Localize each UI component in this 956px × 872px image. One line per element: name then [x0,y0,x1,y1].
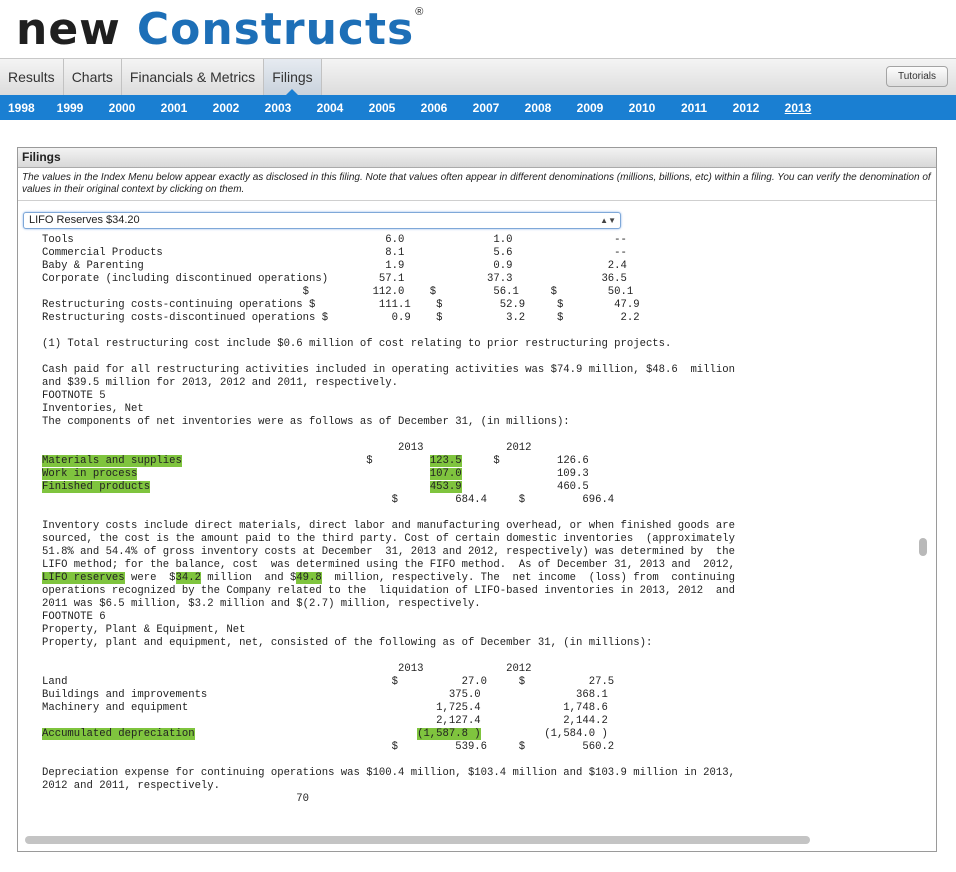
tab-charts[interactable]: Charts [64,59,122,95]
highlighted-value[interactable]: 34.2 [175,572,201,584]
document-line: 51.8% and 54.4% of gross inventory costs at December 31, 2013 and 2012, respectively) was determined by the [42,546,735,558]
registered-mark: ® [415,6,424,18]
document-line: The components of net inventories were as follows as of December 31, (in millions): [42,416,570,428]
highlighted-value[interactable]: LIFO reserves [42,572,125,584]
highlighted-value[interactable]: (1,587.8 ) [417,728,481,740]
document-line: Materials and supplies $ 123.5 $ 126.6 [42,455,589,467]
horizontal-scrollbar[interactable] [22,834,928,846]
index-menu-selected-value: LIFO Reserves $34.20 [29,214,140,226]
document-line: 2,127.4 2,144.2 [42,715,608,727]
highlighted-value[interactable]: 49.8 [296,572,322,584]
year-link-2006[interactable]: 2006 [420,100,448,115]
document-line: Commercial Products 8.1 5.6 -- [42,247,627,259]
document-line: Property, Plant & Equipment, Net [42,624,246,636]
year-link-2001[interactable]: 2001 [160,100,188,115]
document-line: Baby & Parenting 1.9 0.9 2.4 [42,260,627,272]
document-line: 2012 and 2011, respectively. [42,780,221,792]
document-line: Depreciation expense for continuing operations was $100.4 million, $103.4 million and $103.9 million in 2013, [42,767,735,779]
document-line: Cash paid for all restructuring activities included in operating activities was $74.9 million, $48.6 million [42,364,735,376]
document-line: Inventories, Net [42,403,144,415]
index-menu-select[interactable] [23,212,621,229]
document-line: LIFO reserves were $34.2 million and $49.8 million, respectively. The net income (loss) from continuing [42,572,735,584]
year-link-2005[interactable]: 2005 [368,100,396,115]
document-line: sourced, the cost is the amount paid to the third party. Cost of certain domestic inventories (approximately [42,533,735,545]
filing-document-text [22,234,915,845]
year-link-2007[interactable]: 2007 [472,100,500,115]
document-line: 2011 was $6.5 million, $3.2 million and $(2.7) million, respectively. [42,598,481,610]
filings-panel [17,147,937,852]
logo-text-new: new [16,4,121,55]
document-line: 2013 2012 [42,663,532,675]
highlighted-value[interactable]: 107.0 [429,468,462,480]
year-link-2000[interactable]: 2000 [108,100,136,115]
document-line: Property, plant and equipment, net, consisted of the following as of December 31, (in millions): [42,637,653,649]
filing-document-viewer[interactable] [22,234,915,832]
year-link-1999[interactable]: 1999 [56,100,84,115]
panel-note: The values in the Index Menu below appear exactly as disclosed in this filing. Note that values often appear in different denominations (millions, billions, etc) within a filing. You can verify the denomination of values in their original context by clicking on them. [18,168,936,201]
highlighted-value[interactable]: 453.9 [429,481,462,493]
year-selector-bar [0,95,956,120]
year-link-2010[interactable]: 2010 [628,100,656,115]
document-line: LIFO method; for the balance, cost was determined using the FIFO method. As of December 31, 2013 and 2012, [42,559,735,571]
document-line: 2013 2012 [42,442,532,454]
year-link-1998[interactable]: 1998 [8,100,35,115]
horizontal-scrollbar-thumb[interactable] [25,836,810,844]
panel-title: Filings [18,148,936,168]
document-line: (1) Total restructuring cost include $0.6 million of cost relating to prior restructuring projects. [42,338,672,350]
vertical-scrollbar[interactable] [918,234,930,832]
tutorials-button[interactable]: Tutorials [886,66,948,87]
year-link-2002[interactable]: 2002 [212,100,240,115]
document-line: Accumulated depreciation (1,587.8 ) (1,584.0 ) [42,728,608,740]
document-line: operations recognized by the Company related to the liquidation of LIFO-based inventories in 2013, 2012 and [42,585,735,597]
document-line: FOOTNOTE 5 [42,390,106,402]
logo-text-constructs: Constructs [136,4,415,55]
year-link-2011[interactable]: 2011 [680,100,708,115]
year-link-2003[interactable]: 2003 [264,100,292,115]
highlighted-value[interactable]: Work in process [42,468,138,480]
year-link-2013[interactable]: 2013 [784,100,812,115]
vertical-scrollbar-thumb[interactable] [919,538,927,556]
tab-filings[interactable]: Filings [264,59,321,95]
select-arrows-icon: ▲▼ [600,216,616,225]
main-tabs [0,59,956,95]
document-line: Land $ 27.0 $ 27.5 [42,676,615,688]
highlighted-value[interactable]: Materials and supplies [42,455,182,467]
document-line: Finished products 453.9 460.5 [42,481,589,493]
year-link-2009[interactable]: 2009 [576,100,604,115]
year-link-2004[interactable]: 2004 [316,100,344,115]
document-line: $ 112.0 $ 56.1 $ 50.1 [42,286,634,298]
document-line: Work in process 107.0 109.3 [42,468,589,480]
document-line: Tools 6.0 1.0 -- [42,234,627,246]
highlighted-value[interactable]: Finished products [42,481,151,493]
tab-financials-metrics[interactable]: Financials & Metrics [122,59,264,95]
document-line: FOOTNOTE 6 [42,611,106,623]
document-line: and $39.5 million for 2013, 2012 and 2011, respectively. [42,377,399,389]
tab-results[interactable]: Results [0,59,64,95]
document-line: $ 539.6 $ 560.2 [42,741,615,753]
document-line: Inventory costs include direct materials, direct labor and manufacturing overhead, or when finished goods are [42,520,735,532]
document-line: Restructuring costs-continuing operations $ 111.1 $ 52.9 $ 47.9 [42,299,640,311]
year-link-2012[interactable]: 2012 [732,100,760,115]
document-line: 70 [42,793,310,805]
document-line: $ 684.4 $ 696.4 [42,494,615,506]
document-line: Restructuring costs-discontinued operations $ 0.9 $ 3.2 $ 2.2 [42,312,640,324]
document-line: Corporate (including discontinued operations) 57.1 37.3 36.5 [42,273,627,285]
highlighted-value[interactable]: Accumulated depreciation [42,728,195,740]
document-line: Machinery and equipment 1,725.4 1,748.6 [42,702,608,714]
new-constructs-logo[interactable] [16,2,423,58]
year-link-2008[interactable]: 2008 [524,100,552,115]
main-navigation [0,58,956,95]
highlighted-value[interactable]: 123.5 [429,455,462,467]
document-line: Buildings and improvements 375.0 368.1 [42,689,608,701]
